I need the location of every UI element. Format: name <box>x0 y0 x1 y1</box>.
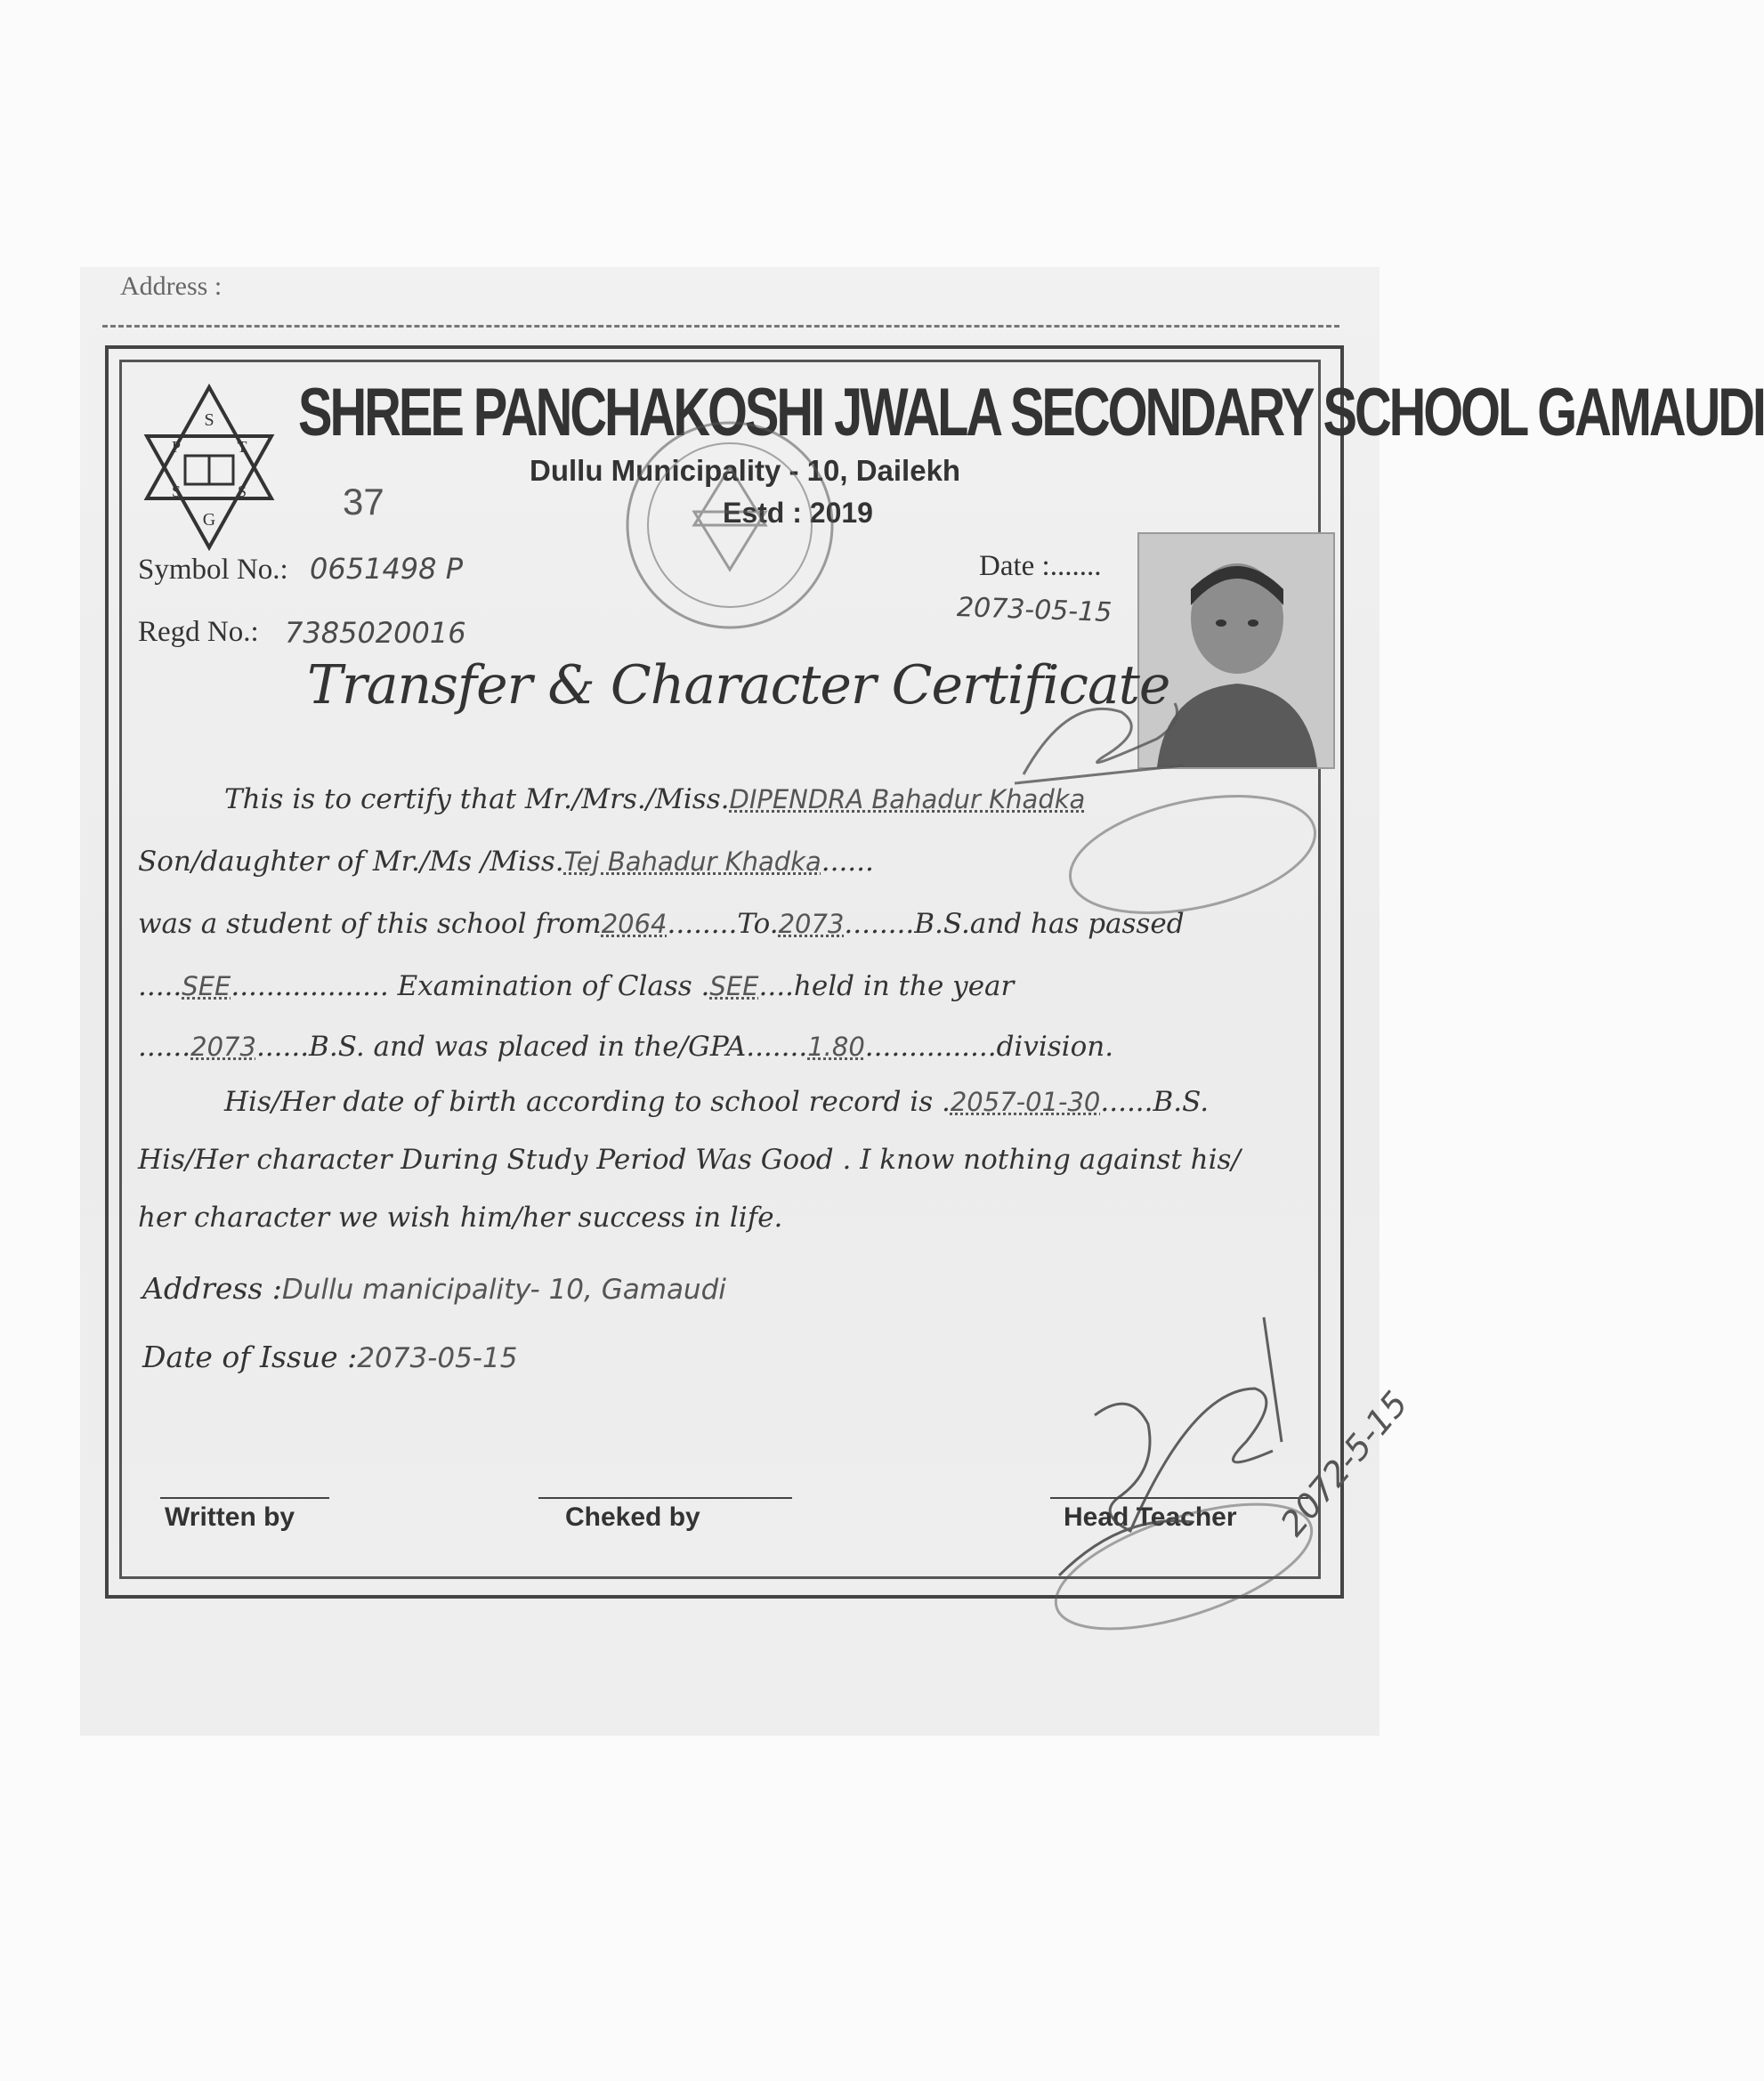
top-address-label: Address : <box>120 271 223 301</box>
body-line-2-dots: ...... <box>821 846 874 878</box>
address-label: Address : <box>142 1271 282 1306</box>
student-name-value: DIPENDRA Bahadur Khadka <box>729 784 1086 814</box>
logo-letter-right-lower: S <box>237 482 247 500</box>
exam-value: SEE <box>182 971 231 1001</box>
address-line <box>142 1271 726 1306</box>
issue-date-label: Date of Issue : <box>142 1340 358 1374</box>
body-line-3-post: ........B.S.and has passed <box>844 908 1185 940</box>
date-label: Date :....... <box>979 550 1102 582</box>
body-line-6-text: His/Her date of birth according to school record is . <box>224 1086 951 1118</box>
from-year-value: 2064 <box>601 909 668 939</box>
certificate-title: Transfer & Character Certificate <box>307 654 1170 717</box>
issue-date-value: 2073-05-15 <box>357 1342 518 1374</box>
school-logo-star-icon <box>134 383 285 552</box>
date-value: 2073-05-15 <box>956 591 1113 629</box>
body-line-6 <box>224 1086 1408 1118</box>
body-line-8: her character we wish him/her success in life. <box>138 1202 783 1234</box>
logo-letter-left-lower: S <box>171 482 182 500</box>
body-line-2-text: Son/daughter of Mr./Ms /Miss. <box>138 846 564 878</box>
body-line-3-mid: ........To. <box>667 908 779 940</box>
municipality-line: Dullu Municipality - 10, Dailekh <box>530 454 961 487</box>
written-by-line <box>160 1497 329 1499</box>
body-line-4 <box>138 970 1322 1002</box>
dob-value: 2057-01-30 <box>950 1087 1101 1117</box>
to-year-value: 2073 <box>778 909 845 939</box>
logo-letter-bottom: G <box>202 510 216 530</box>
body-line-5-pre: ...... <box>138 1031 191 1063</box>
student-photo <box>1137 532 1335 769</box>
head-teacher-label: Head Teacher <box>1064 1502 1237 1532</box>
school-name-heading: SHREE PANCHAKOSHI JWALA SECONDARY SCHOOL GAMAUDI <box>298 375 1764 450</box>
serial-number: 37 <box>343 481 384 522</box>
body-line-6-post: ......B.S. <box>1100 1086 1210 1118</box>
issue-date-line <box>142 1340 517 1374</box>
signature-date: 2072-5-15 <box>1273 1383 1416 1543</box>
body-line-2 <box>138 846 1322 878</box>
head-teacher-line <box>1050 1497 1308 1499</box>
body-line-3 <box>138 908 1322 940</box>
body-line-4-pre: ..... <box>138 970 182 1002</box>
gpa-value: 1.80 <box>807 1032 865 1062</box>
body-line-4-post: ....held in the year <box>758 970 1015 1002</box>
checked-by-label: Cheked by <box>565 1502 700 1532</box>
class-value: SEE <box>709 971 759 1001</box>
dashed-divider <box>102 325 1339 328</box>
body-line-3-text: was a student of this school from <box>138 908 602 940</box>
body-line-7: His/Her character During Study Period Was Good . I know nothing against his/ <box>138 1144 1241 1176</box>
symbol-no-value: 0651498 P <box>310 552 463 586</box>
body-line-5-mid: ......B.S. and was placed in the/GPA....... <box>255 1031 808 1063</box>
body-line-5 <box>138 1031 1322 1063</box>
symbol-no-label: Symbol No.: <box>138 554 288 586</box>
body-line-1 <box>224 783 1408 815</box>
body-line-4-mid: .................. Examination of Class . <box>231 970 710 1002</box>
regd-no-value: 7385020016 <box>285 616 466 650</box>
student-photo-image <box>1139 534 1333 767</box>
parent-name-value: Tej Bahadur Khadka <box>563 846 821 877</box>
checked-by-line <box>538 1497 792 1499</box>
logo-letter-top: S <box>204 410 214 430</box>
logo-letter-right-upper: T <box>237 438 247 456</box>
regd-no-label: Regd No.: <box>138 616 259 648</box>
logo-letter-left-upper: P <box>171 438 182 456</box>
body-line-1-text: This is to certify that Mr./Mrs./Miss. <box>224 783 730 815</box>
body-line-5-post: ...............division. <box>864 1031 1114 1063</box>
established-year: Estd : 2019 <box>723 497 873 529</box>
written-by-label: Written by <box>165 1502 295 1532</box>
address-value: Dullu manicipality- 10, Gamaudi <box>281 1274 726 1306</box>
passed-year-value: 2073 <box>190 1032 256 1062</box>
